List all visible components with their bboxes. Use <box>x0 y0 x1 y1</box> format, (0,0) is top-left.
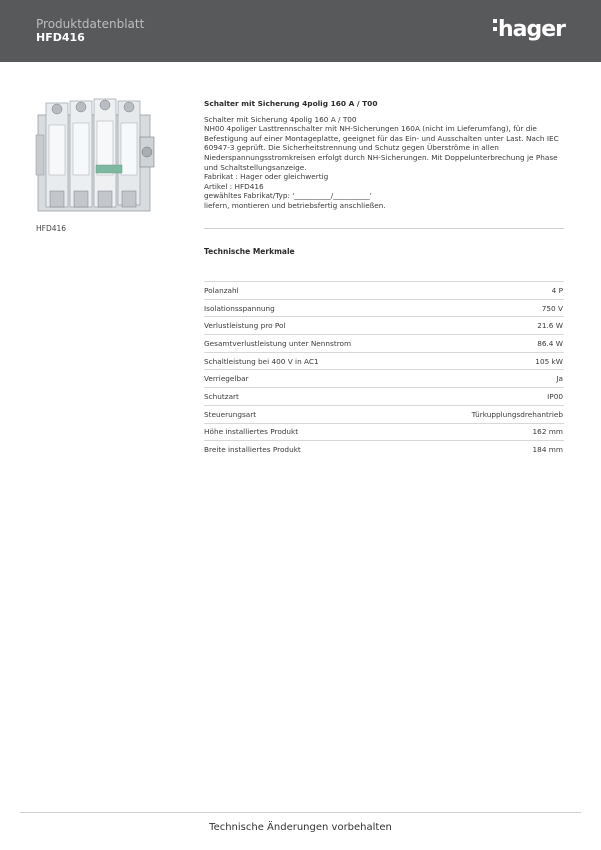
description-line: Niederspannungsstromkreisen erfolgt durch NH-Sicherungen. Mit Doppelunterbrechung je Phase <box>204 152 558 162</box>
spec-label: Steuerungsart <box>204 409 257 419</box>
spec-label: Verriegelbar <box>204 374 249 384</box>
spec-label: Verlustleistung pro Pol <box>204 321 286 331</box>
spec-label: Schaltleistung bei 400 V in AC1 <box>204 356 319 366</box>
spec-value: 184 mm <box>532 445 563 455</box>
product-description <box>204 99 564 211</box>
description-line: NH00 4poliger Lasttrennschalter mit NH-Sicherungen 160A (nicht im Lieferumfang), für die <box>204 124 537 134</box>
spec-value: 86.4 W <box>537 338 563 348</box>
spec-label: Polanzahl <box>204 285 239 295</box>
description-line: Fabrikat : Hager oder gleichwertig <box>204 172 329 182</box>
table-row <box>204 405 564 423</box>
spec-value: 750 V <box>541 303 563 313</box>
description-line: 60947-3 geprüft. Die Sicherheitstrennung und Schutz gegen Überströme in allen <box>204 143 499 153</box>
description-line: liefern, montieren und betriebsfertig anschließen. <box>204 200 386 210</box>
spec-label: Isolationsspannung <box>204 303 275 313</box>
description-line: Befestigung auf einer Montageplatte, geeignet für das Ein- und Ausschalten unter Last. Nach IEC <box>204 133 559 143</box>
table-row <box>204 352 564 370</box>
product-title: Schalter mit Sicherung 4polig 160 A / T00 <box>204 99 378 108</box>
table-row <box>204 334 564 352</box>
document-type: Produktdatenblatt <box>36 17 145 31</box>
spec-value: 4 P <box>551 285 563 295</box>
table-row <box>204 387 564 405</box>
table-row <box>204 316 564 334</box>
spec-label: Breite installiertes Produkt <box>204 445 301 455</box>
spec-label: Gesamtverlustleistung unter Nennstrom <box>204 338 352 348</box>
spec-value: Türkupplungsdrehantrieb <box>471 409 563 419</box>
spec-value: Ja <box>556 374 563 384</box>
spec-value: 21.6 W <box>537 321 563 331</box>
spec-value: 162 mm <box>532 427 563 437</box>
brand-name: hager <box>498 17 566 42</box>
table-row <box>204 440 564 458</box>
table-row <box>204 281 564 299</box>
description-line: gewähltes Fabrikat/Typ: '__________/__________' <box>204 191 372 201</box>
description-line: Artikel : HFD416 <box>204 181 264 191</box>
table-row <box>204 299 564 317</box>
description-line: Schalter mit Sicherung 4polig 160 A / T00 <box>204 114 357 124</box>
spec-value: IP00 <box>547 391 563 401</box>
footer-divider <box>20 812 581 813</box>
table-row <box>204 423 564 441</box>
spec-label: Höhe installiertes Produkt <box>204 427 299 437</box>
spec-table <box>204 281 564 458</box>
table-row <box>204 369 564 387</box>
footer-note: Technische Änderungen vorbehalten <box>209 822 392 833</box>
divider <box>204 228 564 229</box>
section-title: Technische Merkmale <box>204 247 295 256</box>
hager-logo <box>493 16 565 42</box>
document-id: HFD416 <box>36 31 85 44</box>
image-caption: HFD416 <box>36 224 67 233</box>
page-header <box>0 0 601 62</box>
spec-value: 105 kW <box>535 356 563 366</box>
description-line: und Schaltstellungsanzeige. <box>204 162 307 172</box>
spec-label: Schutzart <box>204 391 239 401</box>
product-image <box>34 95 159 218</box>
